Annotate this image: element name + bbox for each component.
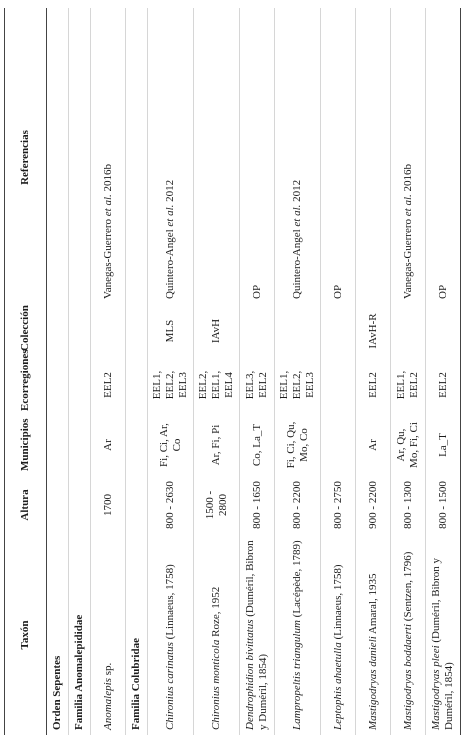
- species-name: Dendrophidion bivittatus: [244, 619, 256, 730]
- referencia-year: 2016b: [101, 163, 114, 192]
- coleccion-cell: [240, 307, 275, 355]
- group-label: Orden Sepentes: [47, 8, 69, 735]
- referencia-cell: [275, 8, 321, 307]
- referencia-year: 2016b: [401, 163, 414, 192]
- altura-cell: 1700: [91, 475, 126, 535]
- table-row: [148, 8, 194, 735]
- coleccion-cell: MLS: [148, 307, 194, 355]
- referencia-etal: et al.: [101, 194, 114, 217]
- table-row: [391, 8, 426, 735]
- group-row: [47, 8, 69, 735]
- ecorregiones-cell: EEL1, EEL2, EEL3: [148, 355, 194, 415]
- altura-cell: 800 - 1500: [426, 475, 461, 535]
- referencia-author: Quintero-Angel: [291, 229, 303, 299]
- species-author: sp.: [101, 662, 114, 676]
- ecorregiones-cell: EEL2: [91, 355, 126, 415]
- taxon-cell: [91, 535, 126, 735]
- ecorregiones-cell: EEL3, EEL2: [240, 355, 275, 415]
- taxon-cell: [321, 535, 356, 735]
- species-name: Leptophis ahaetulla: [331, 642, 344, 730]
- species-author: (Lacépède, 1789): [291, 540, 303, 618]
- header-coleccion: Colección: [5, 307, 47, 355]
- referencia-cell: [321, 8, 356, 307]
- municipios-cell: Co, La_T: [240, 415, 275, 475]
- header-taxon: Taxón: [5, 535, 47, 735]
- taxon-cell: [194, 535, 240, 735]
- table-row: [275, 8, 321, 735]
- species-name: Lampropeltis triangulum: [291, 620, 303, 730]
- table-row: [194, 8, 240, 735]
- coleccion-cell: [275, 307, 321, 355]
- species-name: Chironius carinatus: [164, 642, 176, 730]
- ecorregiones-cell: EEL2: [426, 355, 461, 415]
- coleccion-cell: [91, 307, 126, 355]
- taxon-cell: [275, 535, 321, 735]
- municipios-cell: Ar: [356, 415, 391, 475]
- altura-cell: 800 - 1300: [391, 475, 426, 535]
- referencia-author: Vanegas-Guerrero: [101, 218, 114, 299]
- referencia-author: OP: [331, 284, 344, 299]
- header-row: [5, 8, 47, 735]
- altura-cell: 800 - 2750: [321, 475, 356, 535]
- table-row: [91, 8, 126, 735]
- species-table: [4, 8, 461, 735]
- taxon-cell: [356, 535, 391, 735]
- referencia-author: Quintero-Angel: [164, 229, 176, 299]
- ecorregiones-cell: EEL2, EEL1, EEL4: [194, 355, 240, 415]
- municipios-cell: La_T: [426, 415, 461, 475]
- header-ecorregiones: Ecorregiones: [5, 355, 47, 415]
- ecorregiones-cell: EEL1, EEL2: [391, 355, 426, 415]
- referencia-etal: et al.: [164, 204, 176, 227]
- municipios-cell: [321, 415, 356, 475]
- table-row: [426, 8, 461, 735]
- referencia-etal: et al.: [291, 204, 303, 227]
- species-author: Roze, 1952: [210, 586, 222, 637]
- header-municipios: Municipios: [5, 415, 47, 475]
- species-author: (Duméril, Bibron y Duméril, 1854): [244, 540, 269, 730]
- coleccion-cell: [426, 307, 461, 355]
- referencia-year: 2012: [291, 179, 303, 202]
- group-row: [126, 8, 148, 735]
- altura-cell: 800 - 1650: [240, 475, 275, 535]
- species-author: (Sentzen, 1796): [401, 551, 414, 622]
- species-name: Mastigodryas danieli: [366, 636, 379, 730]
- municipios-cell: Ar, Qu, Mo, Fi, Ci: [391, 415, 426, 475]
- referencia-cell: [91, 8, 126, 307]
- referencia-author: OP: [250, 284, 263, 299]
- species-author: Amaral, 1935: [366, 573, 379, 635]
- municipios-cell: Fi, Ci, Qu, Mo, Co: [275, 415, 321, 475]
- header-referencias: Referencias: [5, 8, 47, 307]
- species-name: Mastigodryas pleei: [430, 645, 442, 730]
- coleccion-cell: [321, 307, 356, 355]
- altura-cell: 800 - 2200: [275, 475, 321, 535]
- group-label: Familia Colubridae: [126, 8, 148, 735]
- referencia-cell: [426, 8, 461, 307]
- taxon-cell: [391, 535, 426, 735]
- table-row: [321, 8, 356, 735]
- altura-cell: 1500 - 2800: [194, 475, 240, 535]
- ecorregiones-cell: EEL1, EEL2, EEL3: [275, 355, 321, 415]
- referencia-etal: et al.: [401, 194, 414, 217]
- referencia-author: OP: [436, 284, 449, 299]
- coleccion-cell: IAvH-R: [356, 307, 391, 355]
- ecorregiones-cell: EEL2: [356, 355, 391, 415]
- species-author: (Linnaeus, 1758): [164, 564, 176, 640]
- altura-cell: 800 - 2630: [148, 475, 194, 535]
- referencia-author: Vanegas-Guerrero: [401, 218, 414, 299]
- group-row: [69, 8, 91, 735]
- header-altura: Altura: [5, 475, 47, 535]
- taxon-cell: [426, 535, 461, 735]
- referencia-cell: [194, 8, 240, 307]
- referencia-cell: [356, 8, 391, 307]
- referencia-cell: [240, 8, 275, 307]
- table-body: [47, 8, 461, 735]
- coleccion-cell: IAvH: [194, 307, 240, 355]
- referencia-cell: [391, 8, 426, 307]
- referencia-year: 2012: [164, 179, 176, 202]
- municipios-cell: Ar, Fi, Pi: [194, 415, 240, 475]
- species-author: (Duméril, Bibron y Duméril, 1854): [430, 557, 455, 730]
- ecorregiones-cell: [321, 355, 356, 415]
- altura-cell: 900 - 2200: [356, 475, 391, 535]
- referencia-cell: [148, 8, 194, 307]
- table-row: [356, 8, 391, 735]
- coleccion-cell: [391, 307, 426, 355]
- taxon-cell: [148, 535, 194, 735]
- species-author: (Linnaeus, 1758): [331, 564, 344, 640]
- species-name: Anomalepis: [101, 678, 114, 730]
- taxon-cell: [240, 535, 275, 735]
- species-name: Chironius monticola: [210, 639, 222, 730]
- group-label: Familia Anomalepididae: [69, 8, 91, 735]
- municipios-cell: Ar: [91, 415, 126, 475]
- species-name: Mastigodryas boddaerti: [401, 623, 414, 730]
- municipios-cell: Fi, Ci, Ar, Co: [148, 415, 194, 475]
- table-row: [240, 8, 275, 735]
